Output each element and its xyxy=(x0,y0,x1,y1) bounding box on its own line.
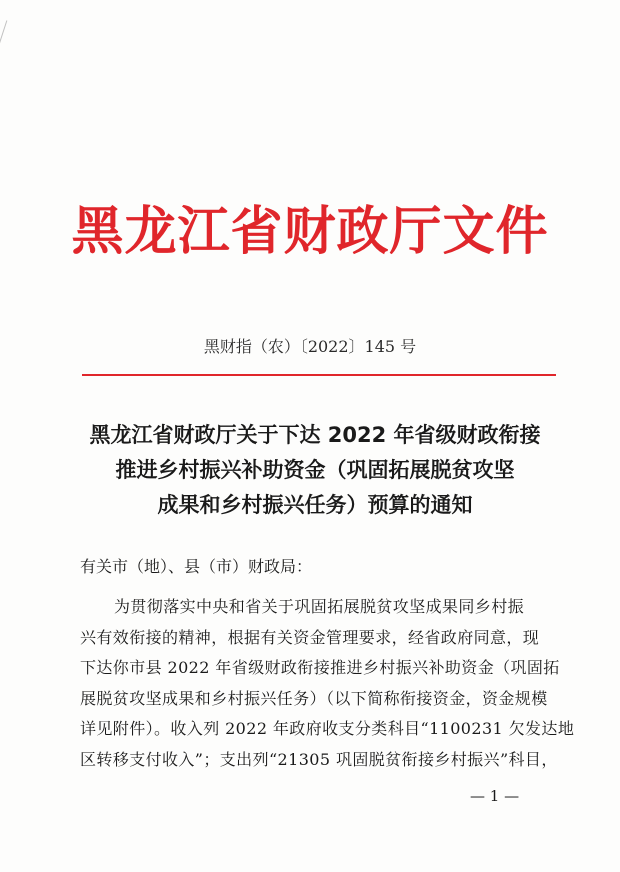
body-line: 展脱贫攻坚成果和乡村振兴任务）（以下简称衔接资金，资金规模 xyxy=(80,688,548,708)
body-paragraph xyxy=(80,592,575,775)
body-line: 为贯彻落实中央和省关于巩固拓展脱贫攻坚成果同乡村振 xyxy=(114,597,525,616)
scan-mark xyxy=(0,20,21,49)
body-line: 兴有效衔接的精神，根据有关资金管理要求，经省政府同意，现 xyxy=(80,627,540,647)
title-line: 推进乡村振兴补助资金（巩固拓展脱贫攻坚 xyxy=(115,458,515,482)
title-line: 黑龙江省财政厅关于下达 2022 年省级财政衔接 xyxy=(89,423,541,447)
document-title xyxy=(60,418,570,523)
document-number: 黑财指（农）〔2022〕145 号 xyxy=(203,337,417,356)
body-line: 详见附件）。收入列 2022 年政府收支分类科目“1100231 欠发达地 xyxy=(80,719,575,738)
body-line: 区转移支付收入”；支出列“21305 巩固脱贫衔接乡村振兴”科目， xyxy=(80,749,558,769)
page-number: — 1 — xyxy=(470,787,520,805)
red-divider-line xyxy=(82,374,556,376)
addressee: 有关市（地）、县（市）财政局： xyxy=(80,557,313,576)
body-line: 下达你市县 2022 年省级财政衔接推进乡村振兴补助资金（巩固拓 xyxy=(80,658,560,677)
title-line: 成果和乡村振兴任务）预算的通知 xyxy=(157,493,473,517)
document-masthead: 黑龙江省财政厅文件 xyxy=(71,202,549,262)
